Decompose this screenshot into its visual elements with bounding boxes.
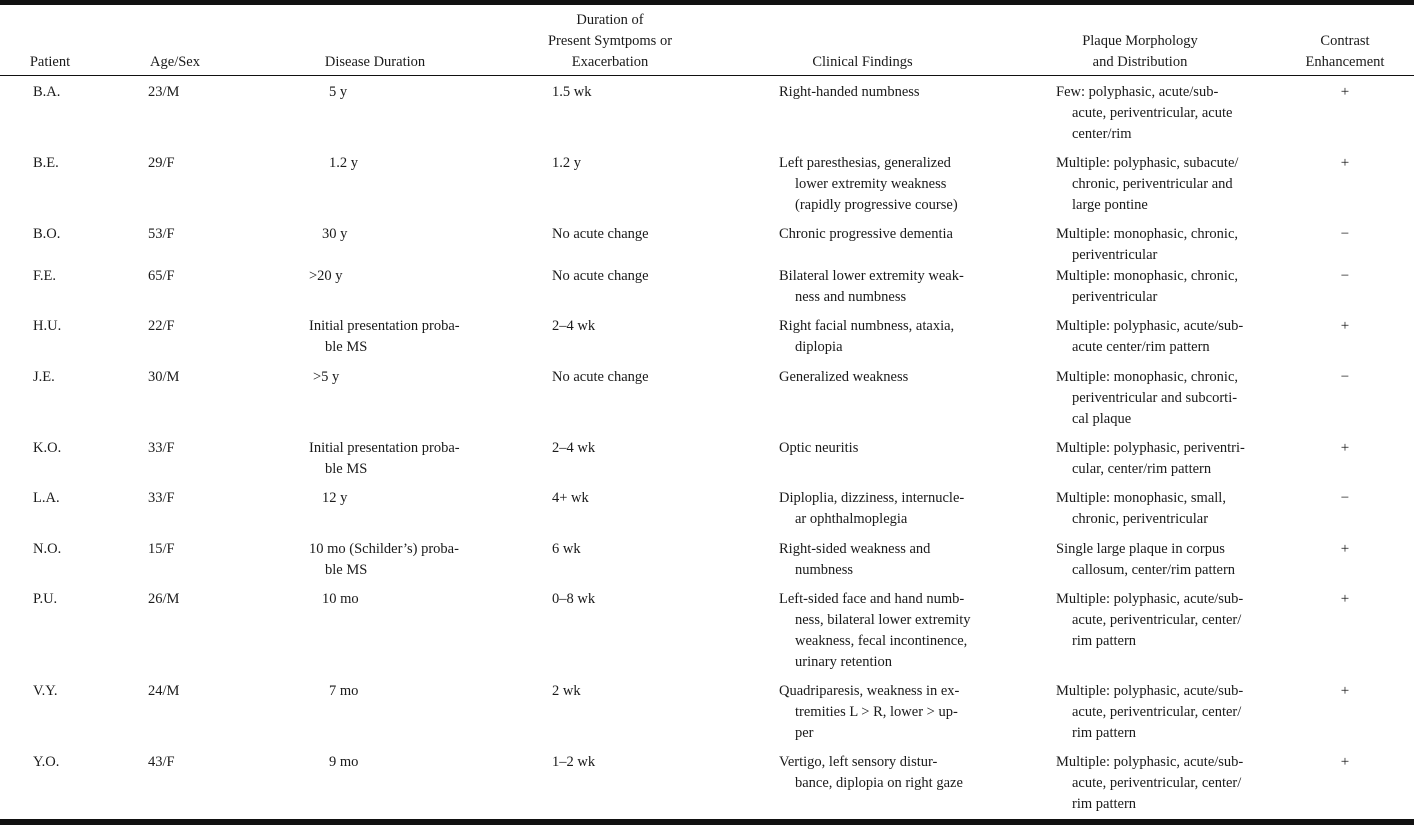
cell-line: Generalized weakness: [779, 369, 909, 385]
cell-line: 10 mo (Schilder’s) proba-: [309, 541, 459, 557]
cell-line: periventricular and subcorti-: [1072, 390, 1238, 406]
age-sex-cell: 15/F: [148, 541, 175, 557]
cell-line: Few: polyphasic, acute/sub-: [1056, 84, 1219, 100]
cell-line: Right facial numbness, ataxia,: [779, 318, 955, 334]
cell-line: urinary retention: [795, 654, 893, 670]
plaque-cell: [1056, 488, 1226, 530]
cell-line: numbness: [795, 562, 853, 578]
cell-line: Initial presentation proba-: [309, 318, 460, 334]
cell-line: Multiple: monophasic, chronic,: [1056, 226, 1239, 242]
header-age-sex: Age/Sex: [150, 54, 200, 70]
age-sex-cell: 26/M: [148, 591, 180, 607]
clinical-findings-cell: [779, 367, 908, 388]
cell-line: Right-handed numbness: [779, 84, 920, 100]
clinical-findings-cell: [779, 224, 953, 245]
patient-cell: Y.O.: [33, 754, 60, 770]
patient-cell: K.O.: [33, 440, 62, 456]
cell-line: Multiple: monophasic, small,: [1056, 490, 1226, 506]
age-sex-cell: 30/M: [148, 369, 180, 385]
symptom-duration-cell: 1.5 wk: [552, 84, 592, 100]
cell-line: large pontine: [1072, 197, 1148, 213]
disease-duration-cell: [329, 681, 358, 702]
cell-line: Optic neuritis: [779, 440, 859, 456]
disease-duration-cell: [329, 82, 347, 103]
contrast-enhancement-cell: +: [1340, 318, 1350, 334]
cell-line: diplopia: [795, 339, 843, 355]
cell-line: 1.2 y: [329, 155, 358, 171]
disease-duration-cell: [309, 539, 459, 581]
age-sex-cell: 33/F: [148, 490, 175, 506]
disease-duration-cell: [322, 589, 359, 610]
disease-duration-cell: [313, 367, 339, 388]
plaque-cell: [1056, 681, 1243, 744]
symptom-duration-cell: 1–2 wk: [552, 754, 596, 770]
cell-line: Multiple: polyphasic, periventri-: [1056, 440, 1245, 456]
cell-line: Right-sided weakness and: [779, 541, 931, 557]
cell-line: Initial presentation proba-: [309, 440, 460, 456]
cell-line: Multiple: polyphasic, subacute/: [1056, 155, 1239, 171]
cell-line: Left-sided face and hand numb-: [779, 591, 965, 607]
clinical-findings-cell: [779, 488, 964, 530]
contrast-enhancement-cell: +: [1340, 440, 1350, 456]
disease-duration-cell: [322, 488, 347, 509]
header-plaque: Plaque Morphology and Distribution: [1082, 33, 1198, 70]
symptom-duration-cell: No acute change: [552, 226, 649, 242]
symptom-duration-cell: 4+ wk: [552, 490, 589, 506]
age-sex-cell: 53/F: [148, 226, 175, 242]
header-clinical-findings: Clinical Findings: [812, 54, 913, 70]
cell-line: acute center/rim pattern: [1072, 339, 1210, 355]
cell-line: cal plaque: [1072, 411, 1132, 427]
clinical-findings-cell: [779, 752, 963, 794]
header-symptom-duration: Duration of Present Symtpoms or Exacerbation: [547, 12, 673, 70]
cell-line: Multiple: monophasic, chronic,: [1056, 369, 1239, 385]
cell-line: chronic, periventricular: [1072, 511, 1209, 527]
cell-line: Quadriparesis, weakness in ex-: [779, 683, 960, 699]
symptom-duration-cell: 2–4 wk: [552, 440, 596, 456]
disease-duration-cell: [322, 224, 347, 245]
symptom-duration-cell: No acute change: [552, 268, 649, 284]
cell-line: 30 y: [322, 226, 348, 242]
header-patient: Patient: [29, 54, 71, 70]
patient-cell: B.A.: [33, 84, 61, 100]
plaque-cell: [1056, 224, 1238, 266]
cell-line: rim pattern: [1072, 633, 1137, 649]
cell-line: 5 y: [329, 84, 348, 100]
clinical-findings-cell: [779, 589, 971, 673]
disease-duration-cell: [329, 752, 358, 773]
cell-line: callosum, center/rim pattern: [1072, 562, 1236, 578]
patient-cell: L.A.: [33, 490, 60, 506]
contrast-enhancement-cell: +: [1340, 754, 1350, 770]
cell-line: 9 mo: [329, 754, 359, 770]
disease-duration-cell: [309, 438, 460, 480]
cell-line: >20 y: [309, 268, 343, 284]
cell-line: chronic, periventricular and: [1072, 176, 1233, 192]
cell-line: Multiple: polyphasic, acute/sub-: [1056, 683, 1244, 699]
symptom-duration-cell: 0–8 wk: [552, 591, 596, 607]
patient-cell: B.O.: [33, 226, 61, 242]
age-sex-cell: 43/F: [148, 754, 175, 770]
age-sex-cell: 33/F: [148, 440, 175, 456]
cell-line: ble MS: [325, 562, 368, 578]
cell-line: acute, periventricular, center/: [1072, 775, 1242, 791]
cell-line: 12 y: [322, 490, 348, 506]
clinical-findings-cell: [779, 539, 930, 581]
disease-duration-cell: [309, 266, 343, 287]
cell-line: cular, center/rim pattern: [1072, 461, 1212, 477]
header-rule: [0, 75, 1414, 76]
patient-cell: N.O.: [33, 541, 62, 557]
plaque-cell: [1056, 589, 1243, 652]
cell-line: Multiple: monophasic, chronic,: [1056, 268, 1239, 284]
cell-line: lower extremity weakness: [795, 176, 947, 192]
cell-line: Left paresthesias, generalized: [779, 155, 951, 171]
header-disease-duration: Disease Duration: [324, 54, 426, 70]
cell-line: (rapidly progressive course): [795, 197, 958, 213]
contrast-enhancement-cell: +: [1340, 683, 1350, 699]
plaque-cell: [1056, 266, 1238, 308]
cell-line: ble MS: [325, 339, 368, 355]
cell-line: ness, bilateral lower extremity: [795, 612, 971, 628]
disease-duration-cell: [309, 316, 460, 358]
contrast-enhancement-cell: +: [1340, 84, 1350, 100]
cell-line: Multiple: polyphasic, acute/sub-: [1056, 754, 1244, 770]
cell-line: rim pattern: [1072, 725, 1137, 741]
cell-line: Multiple: polyphasic, acute/sub-: [1056, 591, 1244, 607]
patient-cell: H.U.: [33, 318, 62, 334]
clinical-findings-cell: [779, 266, 964, 308]
cell-line: acute, periventricular, center/: [1072, 612, 1242, 628]
plaque-cell: [1056, 438, 1245, 480]
contrast-enhancement-cell: −: [1340, 490, 1350, 506]
plaque-cell: [1056, 367, 1238, 430]
cell-line: >5 y: [313, 369, 340, 385]
patient-cell: P.U.: [33, 591, 58, 607]
cell-line: ness and numbness: [795, 289, 907, 305]
cell-line: per: [795, 725, 814, 741]
age-sex-cell: 65/F: [148, 268, 175, 284]
symptom-duration-cell: 2 wk: [552, 683, 581, 699]
clinical-findings-cell: [779, 82, 920, 103]
cell-line: weakness, fecal incontinence,: [795, 633, 968, 649]
contrast-enhancement-cell: −: [1340, 268, 1350, 284]
cell-line: rim pattern: [1072, 796, 1137, 812]
patient-cell: F.E.: [33, 268, 57, 284]
patient-cell: B.E.: [33, 155, 59, 171]
contrast-enhancement-cell: +: [1340, 591, 1350, 607]
clinical-findings-cell: [779, 438, 858, 459]
clinical-findings-cell: [779, 681, 959, 744]
cell-line: bance, diplopia on right gaze: [795, 775, 963, 791]
cell-line: 10 mo: [322, 591, 359, 607]
cell-line: periventricular: [1072, 247, 1158, 263]
contrast-enhancement-cell: +: [1340, 155, 1350, 171]
age-sex-cell: 29/F: [148, 155, 175, 171]
cell-line: Multiple: polyphasic, acute/sub-: [1056, 318, 1244, 334]
cell-line: Diploplia, dizziness, internucle-: [779, 490, 965, 506]
plaque-cell: [1056, 752, 1243, 815]
contrast-enhancement-cell: −: [1340, 226, 1350, 242]
age-sex-cell: 24/M: [148, 683, 180, 699]
table-bottom-rule: [0, 819, 1414, 825]
cell-line: acute, periventricular, center/: [1072, 704, 1242, 720]
age-sex-cell: 23/M: [148, 84, 180, 100]
clinical-findings-cell: [779, 316, 954, 358]
cell-line: Single large plaque in corpus: [1056, 541, 1225, 557]
cell-line: ar ophthalmoplegia: [795, 511, 908, 527]
clinical-findings-cell: [779, 153, 958, 216]
table-top-rule: [0, 0, 1414, 5]
cell-line: ble MS: [325, 461, 368, 477]
cell-line: center/rim: [1072, 126, 1132, 142]
age-sex-cell: 22/F: [148, 318, 175, 334]
plaque-cell: [1056, 153, 1238, 216]
patient-cell: J.E.: [33, 369, 55, 385]
contrast-enhancement-cell: −: [1340, 369, 1350, 385]
patient-cell: V.Y.: [33, 683, 58, 699]
cell-line: Bilateral lower extremity weak-: [779, 268, 964, 284]
plaque-cell: [1056, 316, 1243, 358]
symptom-duration-cell: 6 wk: [552, 541, 581, 557]
cell-line: periventricular: [1072, 289, 1158, 305]
symptom-duration-cell: No acute change: [552, 369, 649, 385]
cell-line: acute, periventricular, acute: [1072, 105, 1233, 121]
plaque-cell: [1056, 539, 1235, 581]
cell-line: Vertigo, left sensory distur-: [779, 754, 938, 770]
cell-line: 7 mo: [329, 683, 359, 699]
disease-duration-cell: [329, 153, 358, 174]
symptom-duration-cell: 2–4 wk: [552, 318, 596, 334]
cell-line: tremities L > R, lower > up-: [795, 704, 958, 720]
header-contrast: Contrast Enhancement: [1305, 33, 1385, 70]
cell-line: Chronic progressive dementia: [779, 226, 953, 242]
symptom-duration-cell: 1.2 y: [552, 155, 581, 171]
contrast-enhancement-cell: +: [1340, 541, 1350, 557]
plaque-cell: [1056, 82, 1232, 145]
